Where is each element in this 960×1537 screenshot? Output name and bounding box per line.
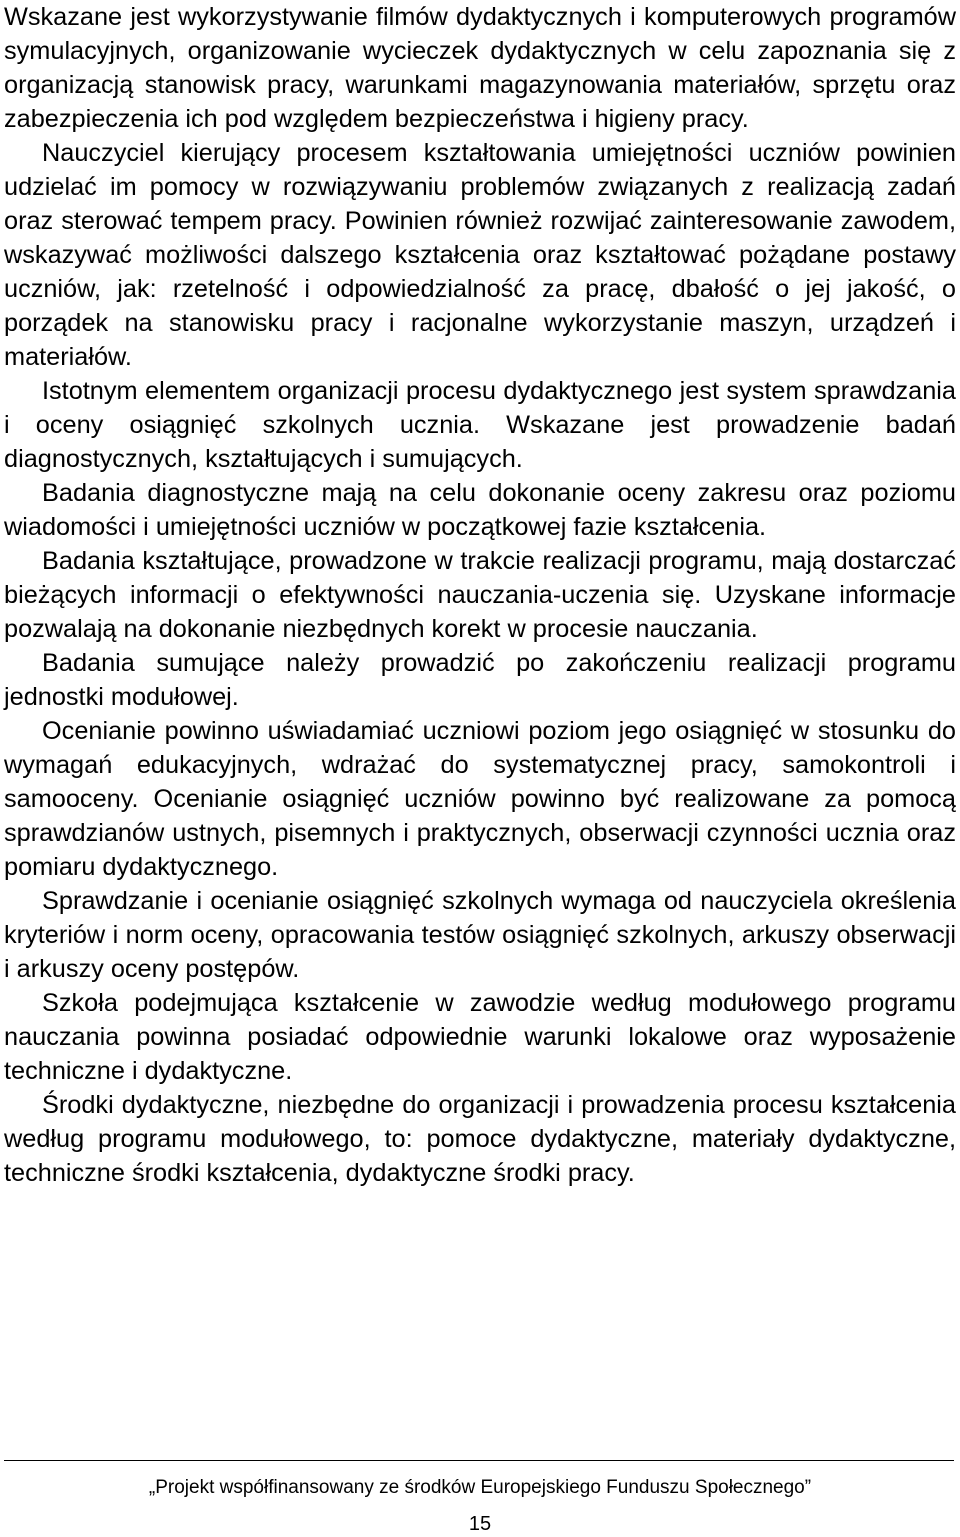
paragraph-assessment-system: Istotnym elementem organizacji procesu dydaktycznego jest system sprawdzania i oceny osiągnięć szkolnych ucznia. Wskazane jest prowadzenie badań diagnostycznych, kształtujących i sumujących. xyxy=(4,377,956,473)
document-body xyxy=(4,0,956,1190)
paragraph-school-conditions: Szkoła podejmująca kształcenie w zawodzie według modułowego programu nauczania powinna posiadać odpowiednie warunki lokalowe oraz wyposażenie techniczne i dydaktyczne. xyxy=(4,989,956,1085)
paragraph-grading-criteria: Sprawdzanie i ocenianie osiągnięć szkolnych wymaga od nauczyciela określenia kryteriów i norm oceny, opracowania testów osiągnięć szkolnych, arkuszy obserwacji i arkuszy oceny postępów. xyxy=(4,887,956,983)
paragraph-diagnostic-tests: Badania diagnostyczne mają na celu dokonanie oceny zakresu oraz poziomu wiadomości i umiejętności uczniów w początkowej fazie kształcenia. xyxy=(4,479,956,541)
paragraph-teaching-aids: Środki dydaktyczne, niezbędne do organizacji i prowadzenia procesu kształcenia według programu modułowego, to: pomoce dydaktyczne, materiały dydaktyczne, techniczne środki kształcenia, dydaktyczne środki pracy. xyxy=(4,1091,956,1187)
footer-project-note: „Projekt współfinansowany ze środków Europejskiego Funduszu Społecznego” xyxy=(148,1477,812,1498)
footer-divider xyxy=(4,1460,954,1461)
paragraph-formative-tests: Badania kształtujące, prowadzone w trakcie realizacji programu, mają dostarczać bieżących informacji o efektywności nauczania-uczenia się. Uzyskane informacje pozwalają na dokonanie niezbędnych korekt w procesie nauczania. xyxy=(4,547,956,643)
paragraph-grading: Ocenianie powinno uświadamiać uczniowi poziom jego osiągnięć w stosunku do wymagań edukacyjnych, wdrażać do systematycznej pracy, samokontroli i samooceny. Ocenianie osiągnięć uczniów powinno być realizowane za pomocą sprawdzianów ustnych, pisemnych i praktycznych, obserwacji czynności ucznia oraz pomiaru dydaktycznego. xyxy=(4,717,956,881)
paragraph-teacher-role: Nauczyciel kierujący procesem kształtowania umiejętności uczniów powinien udzielać im pomocy w rozwiązywaniu problemów związanych z realizacją zadań oraz sterować tempem pracy. Powinien również rozwijać zainteresowanie zawodem, wskazywać możliwości dalszego kształcenia oraz kształtować pożądane postawy uczniów, jak: rzetelność i odpowiedzialność za pracę, dbałość o jej jakość, o porządek na stanowisku pracy i racjonalne wykorzystanie maszyn, urządzeń i materiałów. xyxy=(4,139,956,371)
paragraph-summative-tests: Badania sumujące należy prowadzić po zakończeniu realizacji programu jednostki modułowej. xyxy=(4,649,956,711)
paragraph-films-excursions: Wskazane jest wykorzystywanie filmów dydaktycznych i komputerowych programów symulacyjnych, organizowanie wycieczek dydaktycznych w celu zapoznania się z organizacją stanowisk pracy, warunkami magazynowania materiałów, sprzętu oraz zabezpieczenia ich pod względem bezpieczeństwa i higieny pracy. xyxy=(4,3,956,133)
page-number: 15 xyxy=(468,1513,492,1535)
